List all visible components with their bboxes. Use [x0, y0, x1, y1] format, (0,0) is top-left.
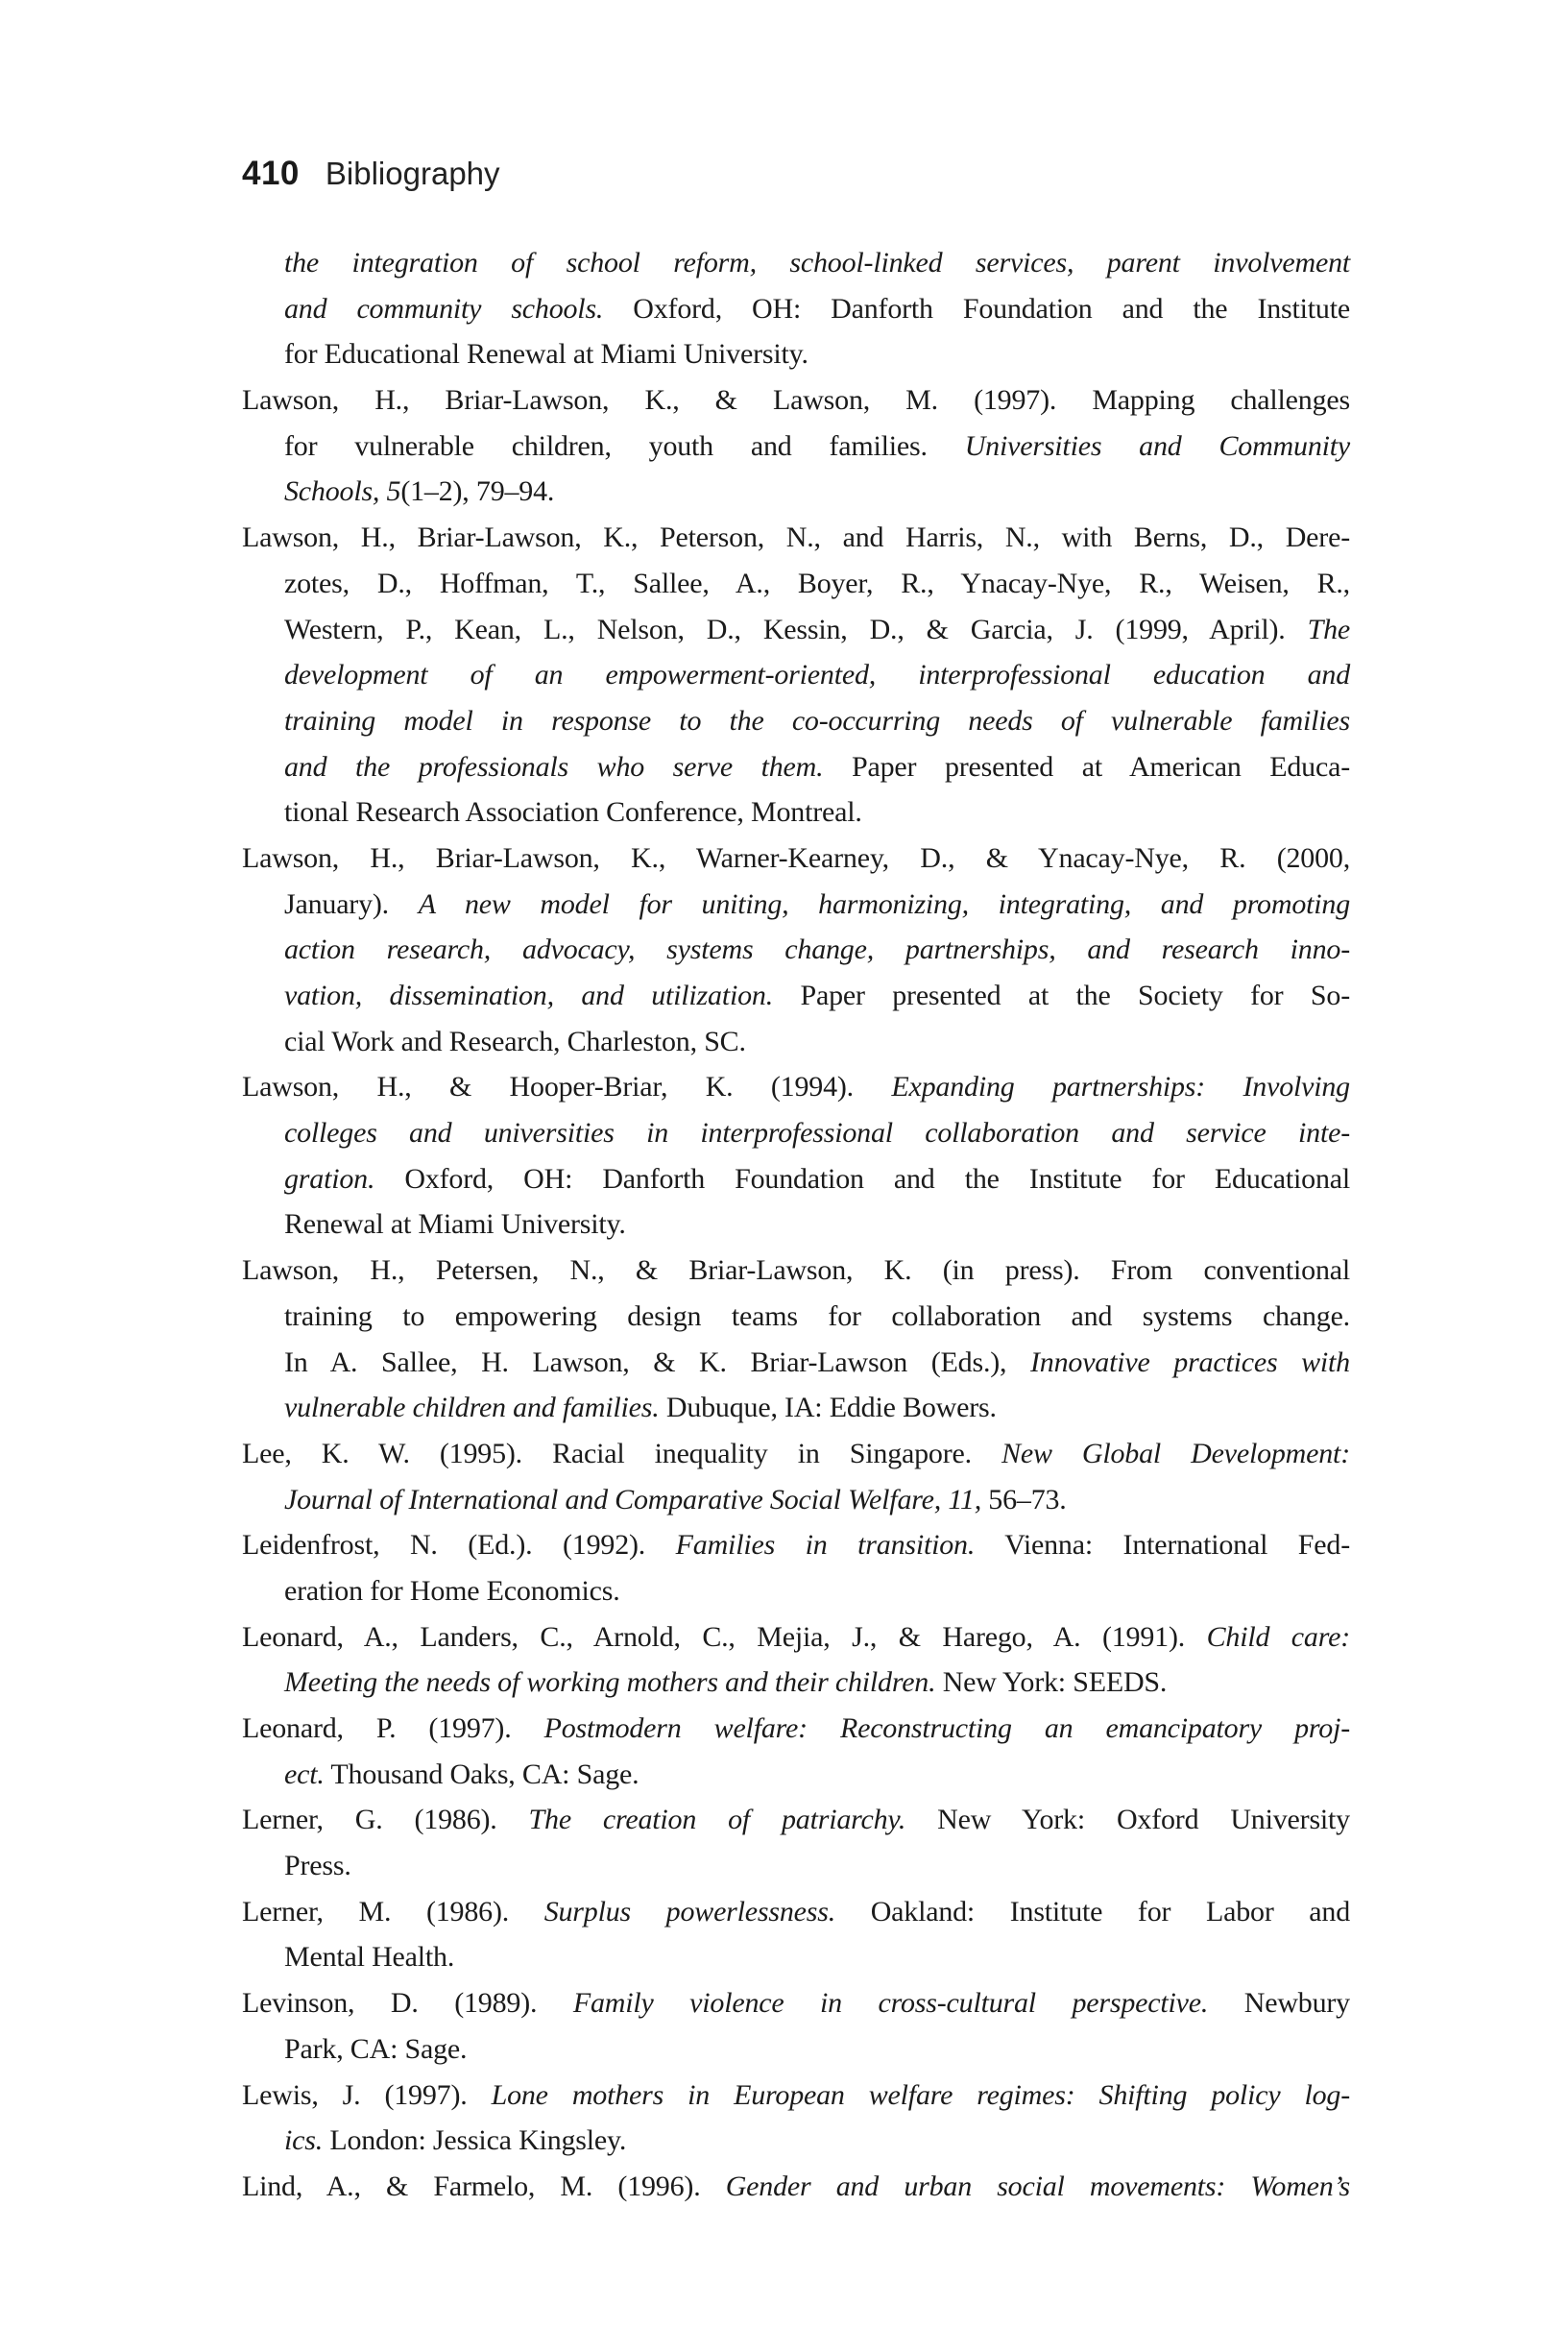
- bib-text: Park, CA: Sage.: [284, 2032, 468, 2065]
- bib-italic-text: A new model for uniting, harmonizing, integrating, and promoting: [418, 887, 1350, 920]
- bib-italic-text: action research, advocacy, systems change, partnerships, and research inno-: [284, 934, 1350, 966]
- bib-line: [242, 882, 1350, 928]
- bib-text: Lerner, M. (1986).: [242, 1895, 544, 1928]
- bib-text: Oxford, OH: Danforth Foundation and the Institute for Educational: [374, 1162, 1350, 1195]
- bib-text: for vulnerable children, youth and families.: [284, 429, 965, 462]
- bib-text: In A. Sallee, H. Lawson, & K. Briar-Lawson (Eds.),: [284, 1346, 1030, 1378]
- bibliography-entry: [242, 1706, 1350, 1797]
- bib-text: for Educational Renewal at Miami University.: [284, 338, 808, 371]
- bib-line: [242, 2118, 1350, 2164]
- bib-italic-text: Universities and Community: [964, 429, 1350, 462]
- bib-italic-text: the integration of school reform, school-linked services, parent involvement: [284, 247, 1350, 279]
- bib-line: [242, 1385, 1350, 1431]
- bib-italic-text: Innovative practices with: [1030, 1346, 1350, 1378]
- bibliography-entries: [242, 240, 1350, 2210]
- bib-line: [242, 1201, 1350, 1248]
- bib-text: training to empowering design teams for collaboration and systems change.: [284, 1299, 1350, 1332]
- bibliography-entry: [242, 2164, 1350, 2210]
- bib-line: [242, 927, 1350, 973]
- bib-text: Lee, K. W. (1995). Racial inequality in Singapore.: [242, 1437, 1002, 1469]
- bibliography-entry: [242, 1248, 1350, 1431]
- bib-text: Lerner, G. (1986).: [242, 1804, 529, 1836]
- bib-text: Lewis, J. (1997).: [242, 2078, 492, 2111]
- bib-line: [242, 377, 1350, 424]
- bib-line: [242, 652, 1350, 698]
- bib-line: [242, 1706, 1350, 1752]
- bib-line: [242, 1019, 1350, 1065]
- page-number: 410: [242, 155, 300, 192]
- bib-italic-text: and community schools.: [284, 292, 604, 325]
- bib-line: [242, 1522, 1350, 1568]
- bib-italic-text: Expanding partnerships: Involving: [891, 1071, 1350, 1103]
- bib-line: [242, 789, 1350, 836]
- bibliography-entry: [242, 1431, 1350, 1522]
- bib-text: eration for Home Economics.: [284, 1574, 620, 1607]
- bib-italic-text: The: [1307, 613, 1350, 645]
- bib-italic-text: The creation of patriarchy.: [528, 1804, 906, 1836]
- bib-line: [242, 1752, 1350, 1798]
- bib-text: Leidenfrost, N. (Ed.). (1992).: [242, 1529, 676, 1562]
- running-head-section-title: Bibliography: [325, 156, 500, 191]
- bib-italic-text: Meeting the needs of working mothers and their children.: [284, 1666, 936, 1699]
- page-header: [242, 155, 500, 193]
- bib-text: Dubuque, IA: Eddie Bowers.: [659, 1392, 997, 1424]
- bib-text: (1–2), 79–94.: [400, 475, 555, 508]
- bib-line: [242, 1431, 1350, 1477]
- bib-line: [242, 836, 1350, 882]
- bib-line: [242, 331, 1350, 377]
- bib-text: Vienna: International Fed-: [975, 1529, 1350, 1562]
- bib-text: Levinson, D. (1989).: [242, 1987, 573, 2020]
- bib-text: Newbury: [1208, 1987, 1350, 2020]
- bib-italic-text: ics.: [284, 2124, 324, 2157]
- bib-line: [242, 1340, 1350, 1386]
- bib-line: [242, 1980, 1350, 2026]
- bib-line: [242, 698, 1350, 744]
- bib-line: [242, 1156, 1350, 1202]
- bib-line: [242, 1797, 1350, 1843]
- bib-text: Lawson, H., Briar-Lawson, K., Peterson, N., and Harris, N., with Berns, D., Dere-: [242, 521, 1350, 554]
- bibliography-entry: [242, 240, 1350, 377]
- bib-line: [242, 2073, 1350, 2119]
- bib-line: [242, 607, 1350, 653]
- bib-text: January).: [284, 887, 419, 920]
- bib-italic-text: Child care:: [1206, 1620, 1350, 1653]
- bib-text: Press.: [284, 1850, 351, 1882]
- bib-text: Paper presented at American Educa-: [823, 750, 1350, 783]
- bibliography-entry: [242, 1797, 1350, 1888]
- bibliography-entry: [242, 1889, 1350, 1980]
- bib-italic-text: Lone mothers in European welfare regimes: Shifting policy log-: [491, 2078, 1351, 2111]
- bib-text: zotes, D., Hoffman, T., Sallee, A., Boyer, R., Ynacay-Nye, R., Weisen, R.,: [284, 567, 1350, 599]
- bib-text: Mental Health.: [284, 1941, 455, 1974]
- bib-line: [242, 1110, 1350, 1156]
- bib-text: 56–73.: [981, 1483, 1067, 1515]
- bib-italic-text: New Global Development:: [1001, 1437, 1350, 1469]
- bib-line: [242, 1889, 1350, 1935]
- bib-italic-text: training model in response to the co-occurring needs of vulnerable families: [284, 704, 1350, 737]
- bib-line: [242, 1843, 1350, 1889]
- bib-line: [242, 1568, 1350, 1614]
- bib-text: Western, P., Kean, L., Nelson, D., Kessin, D., & Garcia, J. (1999, April).: [284, 613, 1308, 645]
- bib-italic-text: vulnerable children and families.: [284, 1392, 660, 1424]
- bib-line: [242, 286, 1350, 332]
- bibliography-entry: [242, 515, 1350, 836]
- bib-line: [242, 561, 1350, 607]
- bibliography-entry: [242, 1064, 1350, 1248]
- bib-italic-text: colleges and universities in interprofessional collaboration and service inte-: [284, 1117, 1350, 1150]
- bib-line: [242, 1614, 1350, 1661]
- bib-text: Thousand Oaks, CA: Sage.: [324, 1758, 639, 1790]
- bib-text: Paper presented at the Society for So-: [773, 980, 1350, 1011]
- bib-line: [242, 240, 1350, 286]
- bib-line: [242, 1934, 1350, 1980]
- bib-text: Lawson, H., & Hooper-Briar, K. (1994).: [242, 1071, 892, 1103]
- bib-italic-text: Schools, 5: [284, 475, 401, 508]
- bib-italic-text: gration.: [284, 1162, 375, 1195]
- bib-italic-text: Postmodern welfare: Reconstructing an emancipatory proj-: [543, 1712, 1350, 1744]
- bib-line: [242, 1294, 1350, 1340]
- bib-text: tional Research Association Conference, Montreal.: [284, 796, 862, 829]
- bib-text: Leonard, A., Landers, C., Arnold, C., Mejia, J., & Harego, A. (1991).: [242, 1620, 1207, 1653]
- bib-text: Lawson, H., Briar-Lawson, K., & Lawson, M. (1997). Mapping challenges: [242, 384, 1350, 417]
- bib-line: [242, 1248, 1350, 1294]
- bib-text: Leonard, P. (1997).: [242, 1712, 544, 1744]
- bib-italic-text: ect.: [284, 1758, 325, 1790]
- bib-text: New York: SEEDS.: [935, 1666, 1168, 1699]
- bib-line: [242, 1477, 1350, 1523]
- bib-text: Renewal at Miami University.: [284, 1208, 626, 1241]
- bibliography-entry: [242, 1980, 1350, 2072]
- bib-italic-text: vation, dissemination, and utilization.: [284, 980, 774, 1011]
- bib-italic-text: Family violence in cross-cultural perspective.: [572, 1987, 1209, 2020]
- bibliography-entry: [242, 836, 1350, 1064]
- bibliography-entry: [242, 377, 1350, 515]
- bibliography-entry: [242, 2073, 1350, 2164]
- bib-italic-text: development of an empowerment-oriented, interprofessional education and: [284, 659, 1350, 691]
- bib-text: Oxford, OH: Danforth Foundation and the Institute: [603, 292, 1350, 325]
- bib-text: London: Jessica Kingsley.: [323, 2124, 627, 2157]
- bib-line: [242, 1660, 1350, 1706]
- bib-italic-text: and the professionals who serve them.: [284, 750, 824, 783]
- bib-italic-text: Families in transition.: [675, 1529, 976, 1562]
- bib-line: [242, 469, 1350, 515]
- bib-italic-text: Surplus powerlessness.: [543, 1895, 836, 1928]
- bib-line: [242, 973, 1350, 1019]
- bib-line: [242, 1064, 1350, 1110]
- bib-text: Oakland: Institute for Labor and: [835, 1895, 1350, 1928]
- bib-italic-text: Journal of International and Comparative Social Welfare, 11,: [284, 1483, 981, 1515]
- bib-line: [242, 2164, 1350, 2210]
- bib-line: [242, 515, 1350, 561]
- bibliography-entry: [242, 1522, 1350, 1613]
- bib-text: New York: Oxford University: [905, 1804, 1350, 1836]
- bib-text: Lind, A., & Farmelo, M. (1996).: [242, 2170, 726, 2202]
- bib-text: Lawson, H., Petersen, N., & Briar-Lawson, K. (in press). From conventional: [242, 1254, 1350, 1287]
- bib-line: [242, 744, 1350, 790]
- bib-italic-text: Gender and urban social movements: Women’s: [725, 2170, 1350, 2202]
- bib-line: [242, 424, 1350, 470]
- bib-line: [242, 2026, 1350, 2073]
- bibliography-entry: [242, 1614, 1350, 1706]
- bib-text: cial Work and Research, Charleston, SC.: [284, 1025, 746, 1057]
- bib-text: Lawson, H., Briar-Lawson, K., Warner-Kearney, D., & Ynacay-Nye, R. (2000,: [242, 841, 1350, 874]
